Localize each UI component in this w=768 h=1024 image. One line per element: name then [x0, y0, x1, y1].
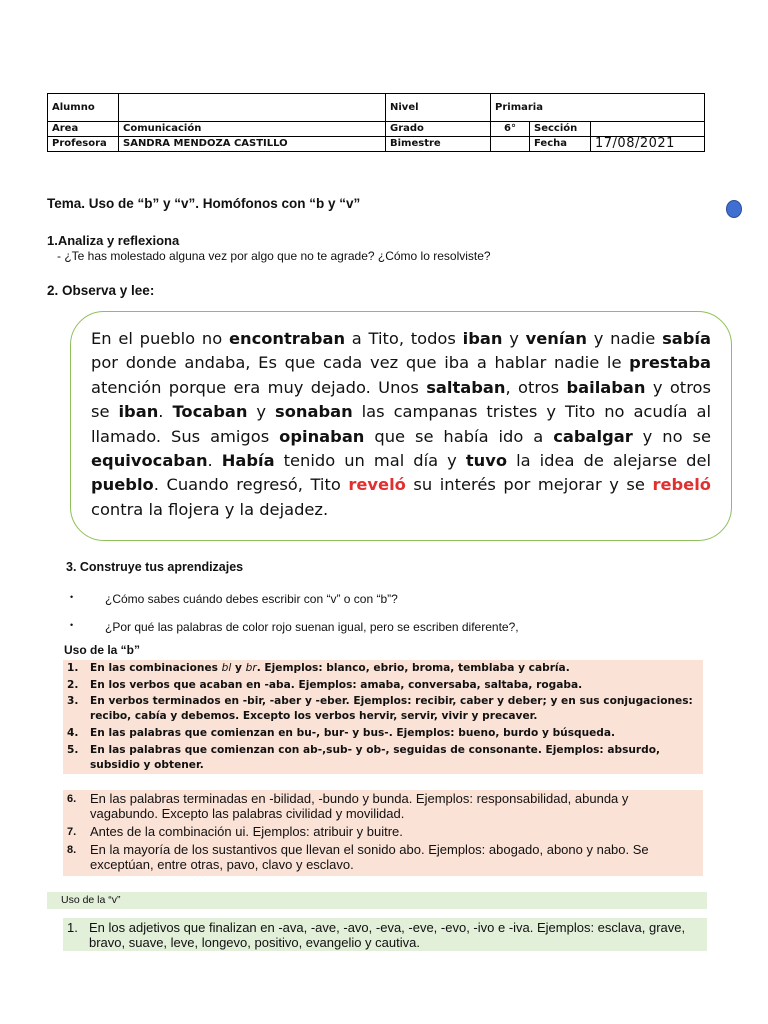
- story-text: tenido un mal día y: [274, 451, 466, 471]
- profesora-value: SANDRA MENDOZA CASTILLO: [119, 137, 386, 152]
- bimestre-value: [491, 137, 530, 152]
- uso-v-title: Uso de la “v”: [61, 894, 121, 906]
- story-text: su interés por mejorar y se: [405, 475, 653, 495]
- story-box: [70, 311, 732, 541]
- b-rules-block-2: 6. En las palabras terminadas en -bilidad, -bundo y bunda. Ejemplos: responsabilidad, abunda y vagabundo. Excepto las palabras civilidad y movilidad. 7. Antes de la combinación ui. Ejemplos: atribuir y buitre. 8. En la mayoría de los sustantivos que llevan el sonido abo. Ejemplos: abogado, abono y nabo. Se exceptúan, entre otras, pavo, clavo y esclavo.: [63, 790, 703, 876]
- bold-word: sonaban: [275, 402, 353, 422]
- bold-word: tuvo: [465, 451, 508, 471]
- alumno-label: Alumno: [48, 94, 119, 122]
- story-text: contra la flojera y la dejadez.: [91, 499, 329, 519]
- grado-value: 6°: [491, 122, 530, 137]
- bold-word: bailaban: [566, 377, 646, 397]
- bold-word: venían: [525, 329, 588, 348]
- area-value: Comunicación: [119, 122, 386, 137]
- bullet-icon: •: [70, 592, 74, 602]
- uso-v-title-bar: [47, 892, 707, 909]
- bold-word: saltaban: [426, 377, 506, 397]
- grado-label: Grado: [386, 122, 491, 137]
- fecha-value: 17/08/2021: [591, 137, 705, 152]
- story-text: y otros se: [91, 377, 711, 422]
- profesora-label: Profesora: [48, 137, 119, 152]
- story-text: atención porque era muy dejado. Unos: [91, 377, 427, 397]
- blue-dot-marker: [726, 200, 742, 218]
- story-text: y no se: [632, 426, 711, 446]
- v-rules-block: [63, 918, 707, 951]
- story-text: .: [158, 402, 173, 422]
- v-rule-1-number: 1.: [67, 920, 78, 935]
- bullet-icon: •: [70, 620, 74, 630]
- story-text: .: [207, 451, 222, 471]
- story-text: . Cuando regresó, Tito: [153, 475, 349, 495]
- red-word: rebeló: [652, 475, 711, 495]
- red-word: reveló: [348, 475, 406, 495]
- story-text: por donde andaba, Es que cada vez que iba a hablar nadie le: [91, 353, 630, 373]
- story-text: la idea de alejarse del: [507, 451, 712, 471]
- uso-b-title: Uso de la “b”: [64, 643, 141, 657]
- lesson-topic: Tema. Uso de “b” y “v”. Homófonos con “b y “v”: [47, 196, 361, 211]
- story-text: a Tito, todos: [345, 329, 463, 348]
- seccion-label: Sección: [530, 122, 591, 137]
- story-text: y nadie: [587, 329, 663, 348]
- bold-word: cabalgar: [553, 426, 633, 446]
- question-1-text: ¿Cómo sabes cuándo debes escribir con “v” o con “b”?: [105, 592, 398, 606]
- section3-title: 3. Construye tus aprendizajes: [66, 560, 244, 574]
- question-2-text: ¿Por qué las palabras de color rojo suenan igual, pero se escriben diferente?,: [105, 620, 519, 634]
- story-text: En el pueblo no: [91, 329, 229, 348]
- story-text: que se había ido a: [364, 426, 554, 446]
- bold-word: opinaban: [279, 426, 365, 446]
- bold-word: iban: [462, 329, 503, 348]
- bimestre-label: Bimestre: [386, 137, 491, 152]
- story-text: las campanas tristes y Tito no acudía al llamado. Sus amigos: [91, 402, 711, 446]
- nivel-value: Primaria: [491, 94, 705, 122]
- v-rule-1-text: En los adjetivos que finalizan en -ava, -ave, -avo, -eva, -eve, -evo, -ivo e -iva. Ejemplos: esclava, grave, bravo, suave, leve, longevo, positivo, evangelio y cautiva.: [89, 920, 686, 950]
- section2-title: 2. Observa y lee:: [47, 283, 155, 298]
- bold-word: Tocaban: [172, 402, 248, 422]
- bold-word: encontraban: [228, 329, 346, 348]
- story-text: y: [247, 402, 275, 422]
- bold-word: pueblo: [91, 475, 154, 495]
- bold-word: Había: [221, 451, 275, 471]
- bold-word: prestaba: [629, 353, 711, 373]
- b-rules-block-1: 1. En las combinaciones bl y br. Ejemplos: blanco, ebrio, broma, temblaba y cabría. 2. En los verbos que acaban en -aba. Ejemplos: amaba, conversaba, saltaba, rogaba. 3. En verbos terminados en -bir, -aber y -eber. Ejemplos: recibir, caber y deber; y en sus conjugaciones: recibo, cabía y debemos. Excepto los verbos hervir, servir, vivir y precaver. 4. En las palabras que comienzan en bu-, bur- y bus-. Ejemplos: bueno, burdo y búsqueda. 5. En las palabras que comienzan con ab-,sub- y ob-, seguidas de consonante. Ejemplos: absurdo, subsidio y obtener.: [63, 660, 703, 774]
- student-info-table: [47, 93, 705, 152]
- section1-title: 1.Analiza y reflexiona: [47, 233, 180, 248]
- section1-question: - ¿Te has molestado alguna vez por algo que no te agrade? ¿Cómo lo resolviste?: [57, 249, 491, 263]
- story-text: y: [502, 329, 526, 348]
- fecha-label: Fecha: [530, 137, 591, 152]
- area-label: Area: [48, 122, 119, 137]
- bold-word: equivocaban: [91, 451, 208, 471]
- alumno-value: [119, 94, 386, 122]
- story-text: , otros: [505, 377, 567, 397]
- bold-word: iban: [118, 402, 159, 422]
- bold-word: sabía: [662, 329, 711, 348]
- nivel-label: Nivel: [386, 94, 491, 122]
- seccion-value: [591, 122, 705, 137]
